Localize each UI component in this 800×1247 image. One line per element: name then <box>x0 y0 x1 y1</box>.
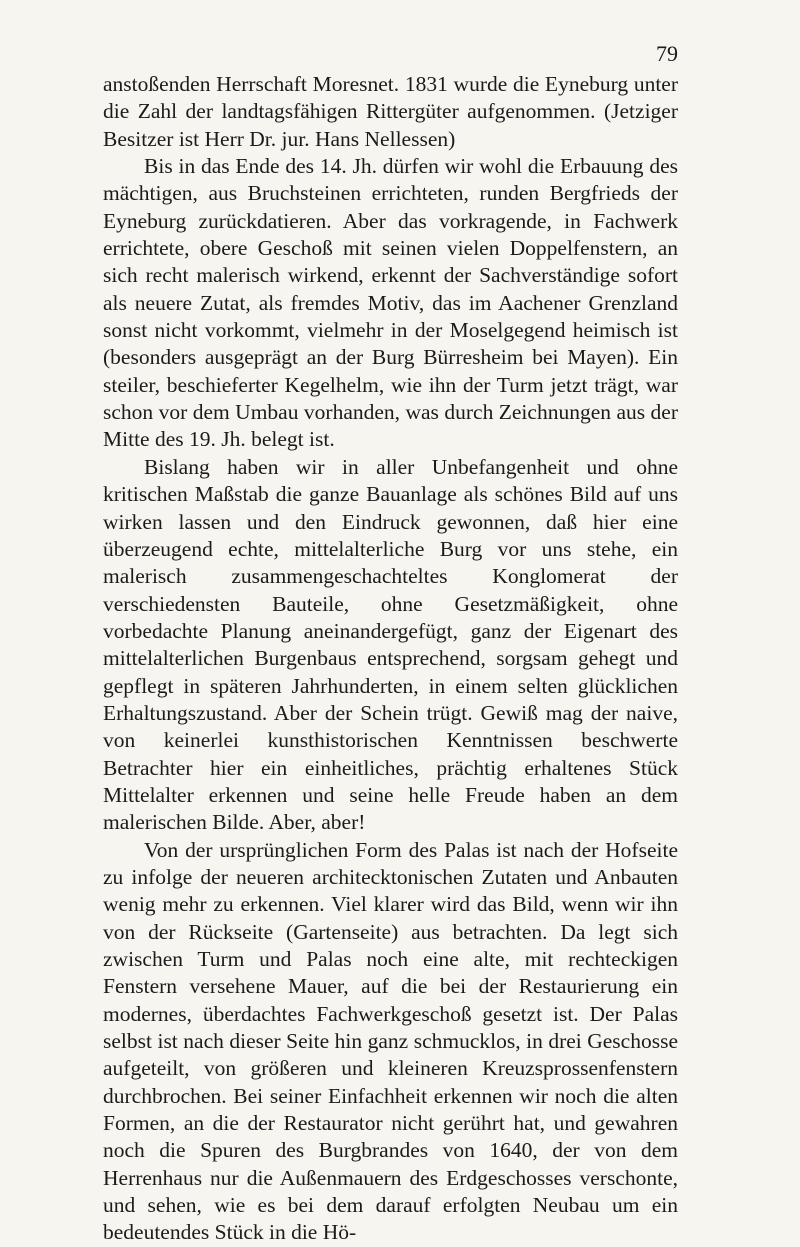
paragraph-1: anstoßenden Herrschaft Moresnet. 1831 wurde die Eyneburg unter die Zahl der landtagsfähigen Rittergüter aufgenommen. (Jetziger Besitzer ist Herr Dr. jur. Hans Nellessen) <box>103 72 678 151</box>
paragraph-2: Bis in das Ende des 14. Jh. dürfen wir wohl die Erbauung des mächtigen, aus Bruchsteinen errichteten, runden Bergfrieds der Eyneburg zurückdatieren. Aber das vorkragende, in Fachwerk errichtete, obere Geschoß mit seinen vielen Doppelfenstern, an sich recht malerisch wirkend, erkennt der Sachverständige sofort als neuere Zutat, als fremdes Motiv, das im Aachener Grenzland sonst nicht vorkommt, vielmehr in der Moselgegend heimisch ist (besonders ausgeprägt an der Burg Bürresheim bei Mayen). Ein steiler, beschieferter Kegelhelm, wie ihn der Turm jetzt trägt, war schon vor dem Umbau vorhanden, was durch Zeichnungen aus der Mitte des 19. Jh. belegt ist. <box>103 154 678 452</box>
paragraph-3: Bislang haben wir in aller Unbefangenheit und ohne kritischen Maßstab die ganze Bauanlage als schönes Bild auf uns wirken lassen und den Eindruck gewonnen, daß hier eine überzeugend echte, mittelalterliche Burg vor uns stehe, ein malerisch zusammengeschachteltes Konglomerat der verschiedensten Bauteile, ohne Gesetzmäßigkeit, ohne vorbedachte Planung aneinandergefügt, ganz der Eigenart des mittelalterlichen Burgenbaus entsprechend, sorgsam gehegt und gepflegt in späteren Jahrhunderten, in einem selten glücklichen Erhaltungszustand. Aber der Schein trügt. Gewiß mag der naive, von keinerlei kunsthistorischen Kenntnissen beschwerte Betrachter hier ein einheitliches, prächtig erhaltenes Stück Mittelalter erkennen und seine helle Freude haben an dem malerischen Bilde. Aber, aber! <box>103 454 678 835</box>
paragraph-4: Von der ursprünglichen Form des Palas ist nach der Hofseite zu infolge der neueren architecktonischen Zutaten und Anbauten wenig mehr zu erkennen. Viel klarer wird das Bild, wenn wir ihn von der Rückseite (Gartenseite) aus betrachten. Da legt sich zwischen Turm und Palas noch eine alte, mit rechteckigen Fenstern versehene Mauer, auf die bei der Restaurierung ein modernes, überdachtes Fachwerkgeschoß gesetzt ist. Der Palas selbst ist nach dieser Seite hin ganz schmucklos, in drei Geschosse aufgeteilt, von größeren und kleineren Kreuzsprossenfenstern durchbrochen. Bei seiner Einfachheit erkennen wir noch die alten Formen, an die der Restaurator nicht gerührt hat, und gewahren noch die Spuren des Burgbrandes von 1640, der von dem Herrenhaus nur die Außenmauern des Erdgeschosses verschonte, und sehen, wie es bei dem darauf erfolgten Neubau um ein bedeutendes Stück in die Hö- <box>103 837 678 1245</box>
page-number: 79 <box>656 41 678 66</box>
body-text <box>103 71 678 1247</box>
